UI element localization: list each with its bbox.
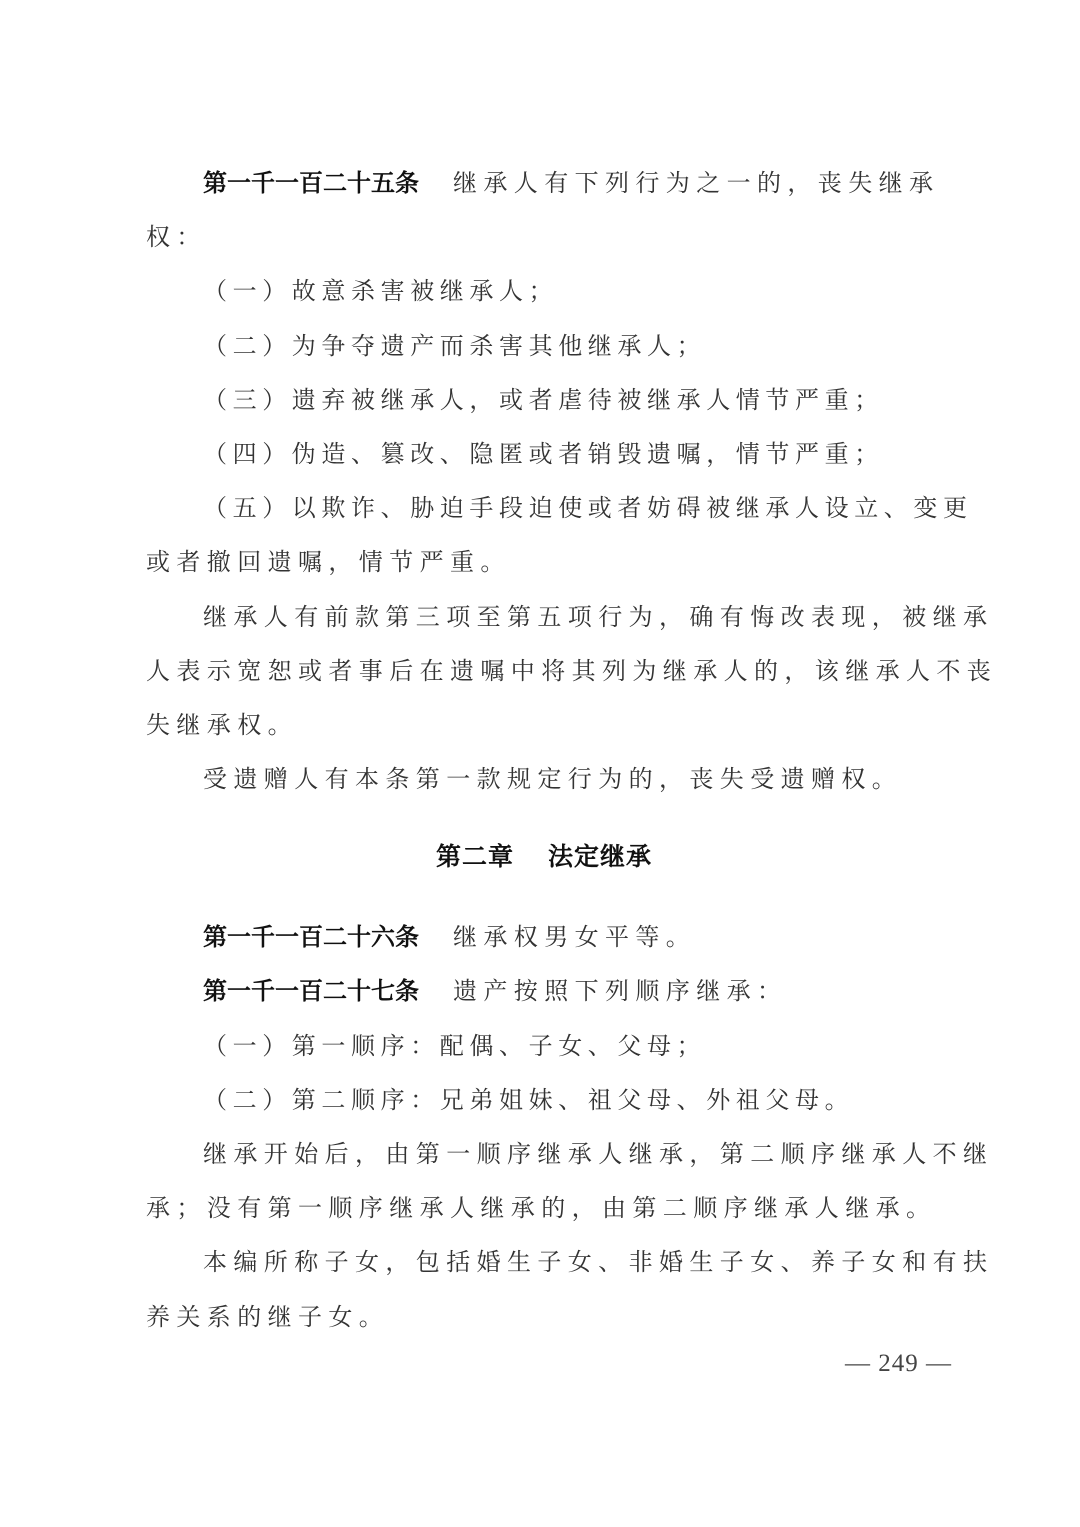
list-item: （五）以欺诈、胁迫手段迫使或者妨碍被继承人设立、变更 bbox=[203, 494, 973, 523]
article-text: 继承人有下列行为之一的，丧失继承 bbox=[453, 169, 940, 197]
paragraph: 继承人有前款第三项至第五项行为，确有悔改表现，被继承 bbox=[203, 602, 994, 631]
document-page bbox=[146, 156, 998, 1344]
chapter-title: 法定继承 bbox=[548, 842, 653, 872]
list-item: （三）遗弃被继承人，或者虐待被继承人情节严重； bbox=[203, 385, 884, 414]
article-1127-first-line bbox=[146, 964, 942, 1018]
article-1126 bbox=[146, 910, 942, 964]
article-text: 继承权男女平等。 bbox=[453, 923, 697, 952]
article-1127 bbox=[146, 964, 994, 1343]
paragraph-continuation: 人表示宽恕或者事后在遗嘱中将其列为继承人的，该继承人不丧 bbox=[146, 656, 998, 685]
article-1126-line bbox=[146, 910, 942, 964]
paragraph-continuation: 承；没有第一顺序继承人继承的，由第二顺序继承人继承。 bbox=[146, 1194, 937, 1223]
paragraph-continuation: 养关系的继子女。 bbox=[146, 1302, 390, 1331]
paragraph: 本编所称子女，包括婚生子女、非婚生子女、养子女和有扶 bbox=[203, 1248, 994, 1277]
article-number: 第一千一百二十七条 bbox=[203, 977, 419, 1006]
list-item: （四）伪造、篡改、隐匿或者销毁遗嘱，情节严重； bbox=[203, 439, 884, 468]
list-item: （二）为争夺遗产而杀害其他继承人； bbox=[203, 331, 707, 360]
list-item: （一）第一顺序：配偶、子女、父母； bbox=[203, 1031, 707, 1060]
paragraph: 受遗赠人有本条第一款规定行为的，丧失受遗赠权。 bbox=[203, 765, 903, 794]
paragraph: 继承开始后，由第一顺序继承人继承，第二顺序继承人不继 bbox=[203, 1140, 994, 1168]
article-1125-first-line bbox=[146, 156, 942, 210]
chapter-heading bbox=[146, 830, 942, 884]
article-text: 遗产按照下列顺序继承： bbox=[453, 977, 788, 1006]
paragraph-continuation: 失继承权。 bbox=[146, 710, 298, 739]
list-item: （一）故意杀害被继承人； bbox=[203, 277, 559, 306]
chapter-number: 第二章 bbox=[435, 842, 514, 872]
article-text-continuation: 权： bbox=[146, 223, 207, 252]
list-item: （二）第二顺序：兄弟姐妹、祖父母、外祖父母。 bbox=[203, 1085, 855, 1114]
list-item-continuation: 或者撤回遗嘱，情节严重。 bbox=[146, 548, 511, 577]
article-number: 第一千一百二十六条 bbox=[203, 923, 419, 952]
page-number: — 249 — bbox=[845, 1350, 952, 1377]
article-1125 bbox=[146, 156, 998, 806]
article-number: 第一千一百二十五条 bbox=[203, 169, 419, 197]
